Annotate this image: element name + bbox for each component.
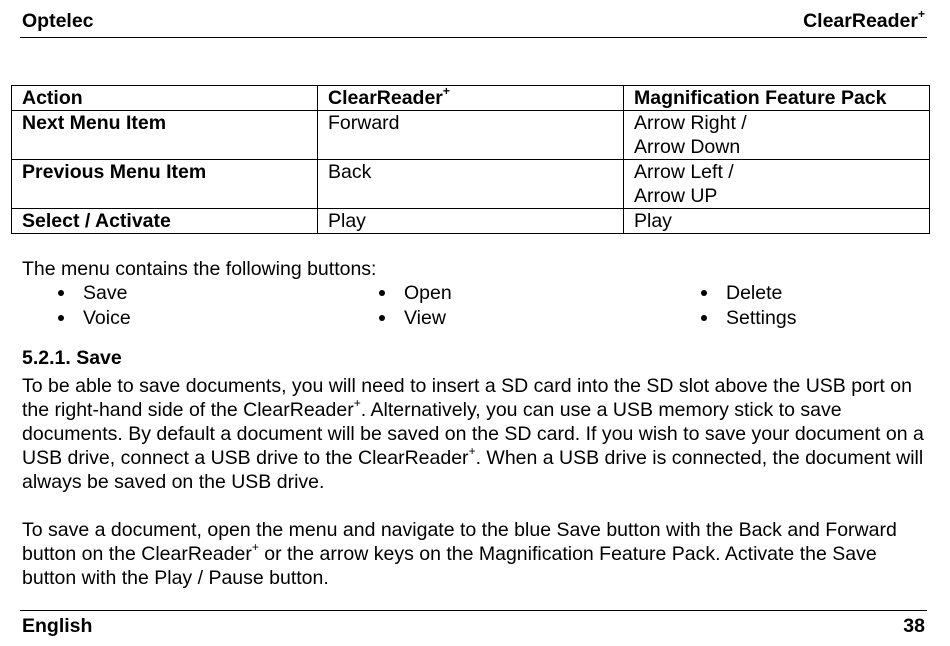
cell-pack-line1: Arrow Left /: [634, 161, 734, 183]
bullet-icon: [58, 315, 64, 321]
list-item-label: Save: [83, 282, 128, 304]
header-product-sup: +: [917, 7, 925, 21]
list-item-label: Open: [404, 282, 452, 304]
list-item: [53, 306, 131, 331]
menu-intro-text: The menu contains the following buttons:: [22, 258, 377, 280]
page-footer: [20, 610, 927, 637]
cell-pack: Play: [624, 209, 930, 234]
p1-sup-1: +: [353, 396, 361, 410]
cell-pack: [624, 111, 930, 160]
section-title: 5.2.1. Save: [22, 347, 122, 369]
bullet-column-2: [374, 281, 452, 331]
bullet-icon: [701, 290, 707, 296]
cell-pack-line2: Arrow UP: [634, 185, 718, 207]
p1-sup-2: +: [468, 444, 476, 458]
bullet-icon: [58, 290, 64, 296]
list-item: [374, 281, 452, 306]
list-item-label: Delete: [726, 282, 783, 304]
p2-part-b: or the arrow keys on the Magnification Feature Pack. Activate the Save button with the Play / Pause button.: [22, 543, 877, 589]
header-brand: Optelec: [22, 10, 94, 32]
cell-pack-line2: Arrow Down: [634, 136, 741, 158]
cell-device: Play: [318, 209, 624, 234]
page-header: [20, 7, 927, 38]
table-row: [12, 209, 930, 234]
list-item: [53, 281, 131, 306]
col-header-pack: Magnification Feature Pack: [624, 86, 930, 111]
header-product: [803, 7, 925, 33]
p2-sup: +: [251, 540, 259, 554]
p1-part-b: . Alternatively, you can use a USB memory stick to save documents. By default a document will be saved on the SD card. If you wish to save your document on a USB drive, connect a USB drive to the ClearReader: [22, 399, 924, 469]
page-number: 38: [903, 615, 925, 637]
table-row: [12, 111, 930, 160]
footer-language: English: [22, 615, 93, 637]
table-row: [12, 160, 930, 209]
cell-action: Next Menu Item: [12, 111, 318, 160]
list-item: [696, 281, 796, 306]
bullet-column-3: [696, 281, 796, 331]
cell-device: Back: [318, 160, 624, 209]
col-header-clearreader: [318, 86, 624, 111]
p1-part-c: . When a USB drive is connected, the document will always be saved on the USB drive.: [22, 447, 924, 493]
header-product-name: ClearReader: [803, 10, 918, 32]
cell-device: Forward: [318, 111, 624, 160]
table-header-row: [12, 86, 930, 111]
col-header-action: Action: [12, 86, 318, 111]
list-item-label: Settings: [726, 307, 797, 329]
cell-action: Select / Activate: [12, 209, 318, 234]
bullet-icon: [379, 290, 385, 296]
list-item: [696, 306, 796, 331]
cell-pack-line1: Arrow Right /: [634, 112, 747, 134]
save-paragraph-1: [22, 374, 927, 494]
list-item-label: Voice: [83, 307, 131, 329]
cell-pack: [624, 160, 930, 209]
col-header-clearreader-sup: +: [442, 84, 450, 98]
list-item-label: View: [404, 307, 446, 329]
p1-part-a: To be able to save documents, you will need to insert a SD card into the SD slot above the USB port on the right-hand side of the ClearReader: [22, 375, 912, 421]
bullet-icon: [701, 315, 707, 321]
col-header-clearreader-text: ClearReader: [328, 87, 443, 109]
bullet-column-1: [53, 281, 131, 331]
cell-action: Previous Menu Item: [12, 160, 318, 209]
list-item: [374, 306, 452, 331]
p2-part-a: To save a document, open the menu and navigate to the blue Save button with the Back and Forward button on the ClearReader: [22, 519, 897, 565]
bullet-icon: [379, 315, 385, 321]
key-mapping-table: [11, 85, 930, 234]
save-paragraph-2: [22, 518, 927, 590]
